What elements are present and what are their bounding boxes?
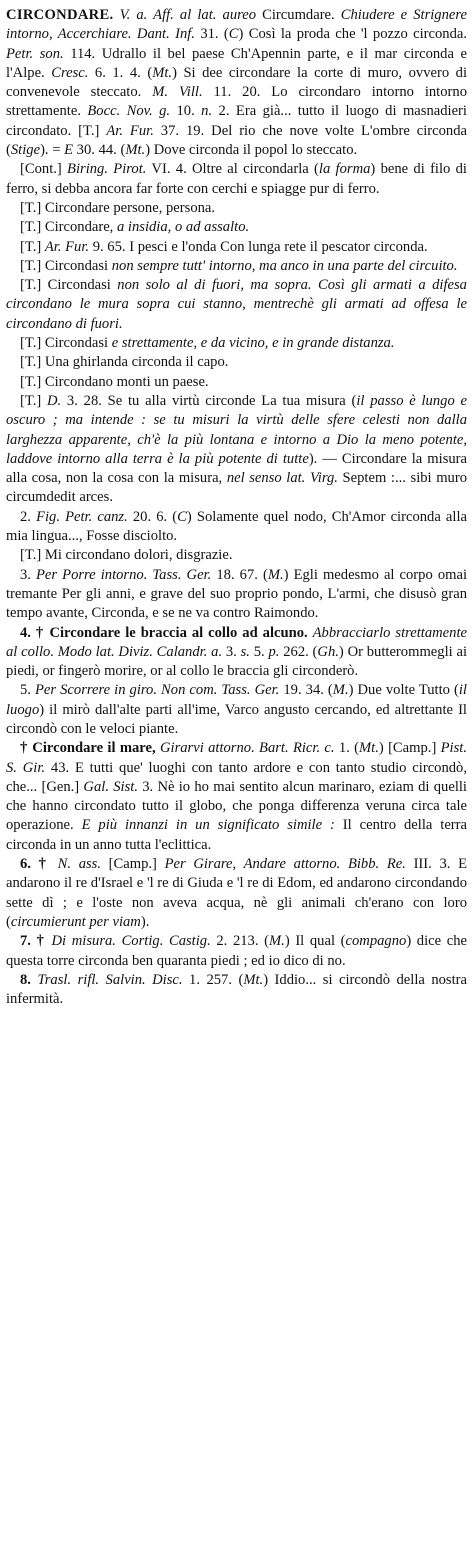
entry-paragraph: 7. † Di misura. Cortig. Castig. 2. 213. (M.) Il qual (compagno) dice che questa torre circonda ben quaranta piedi ; ed io dico di no. [6,933,468,969]
entry-paragraph: [T.] Una ghirlanda circonda il capo. [20,354,229,371]
entry-paragraph: [T.] Circondasi e strettamente, e da vicino, e in grande distanza. [20,335,395,352]
entry-paragraph: [T.] Circondasi non sempre tutt' intorno, ma anco in una parte del circuito. [20,257,458,274]
entry-paragraph: [T.] Circondare persone, persona. [20,199,216,216]
entry-paragraph: [T.] D. 3. 28. Se tu alla virtù circonde La tua misura (il passo è lungo e oscuro ; ma intende : se tu misuri la virtù delle sfere celesti non dalla larghezza apparente, ch'è la più lontana e intorno a Dio la meno potente, laddove intorno alla terra è la più potente di tutte). — Circondare la misura alla cosa, non la cosa con la misura, nel senso lat. Virg. Septem :... sibi muro circumdedit arces. [6,392,468,506]
entry-paragraph: 6. † N. ass. [Camp.] Per Girare, Andare attorno. Bibb. Re. III. 3. E andarono il re d'Israel e 'l re di Giuda e 'l re di Edom, ed andarono circondando sette dì ; e l'oste non aveva acqua, nè gli animali ch'erano con loro (circumierunt per viam). [6,856,467,930]
entry-paragraph: 4. † Circondare le braccia al collo ad alcuno. Abbracciarlo strettamente al collo. Modo lat. Diviz. Calandr. a. 3. s. 5. p. 262. (Gh.) Or butterommegli ai piedi, or fingerò morire, or al collo le braccia gli circonderò. [6,624,467,680]
entry-paragraph: [T.] Mi circondano dolori, disgrazie. [20,547,233,564]
entry-paragraph: [T.] Circondare, a insidia, o ad assalto. [20,219,250,236]
entry-paragraph: [T.] Circondano monti un paese. [20,373,209,390]
entry-paragraph: † Circondare il mare, Girarvi attorno. Bart. Ricr. c. 1. (Mt.) [Camp.] Pist. S. Gir. 43. E tutti que' luoghi con tanto ardore e con tanto studio circondò, che... [Gen.] Gal. Sist. 3. Nè io ho mai sentito alcun marinaro, eziam di quelli che hanno circondato tutto il globo, che ponga differenza veruna circa tale operazione. E più innanzi in un significato simile : Il centro della terra circonda in un anno tutta l'eclittica. [6,740,468,853]
entry-paragraph: 5. Per Scorrere in giro. Non com. Tass. Ger. 19. 34. (M.) Due volte Tutto (il luogo) il mirò dall'alte parti all'ime, Varco angusto cercando, ed altrettante Il circondò con le veloci piante. [6,682,467,737]
entry-paragraph: [T.] Circondasi non solo al di fuori, ma sopra. Così gli armati a difesa circondano le mura sopra cui stanno, mentrechè gli armati ad offesa le circondano di fuori. [6,277,467,332]
entry-paragraph: 8. Trasl. rifl. Salvin. Disc. 1. 257. (Mt.) Iddio... si circondò della nostra infermità. [6,971,467,1008]
entry-paragraph: 2. Fig. Petr. canz. 20. 6. (C) Solamente quel nodo, Ch'Amor circonda alla mia lingua..., Fosse disciolto. [6,508,467,545]
entry-headword-paragraph: CIRCONDARE. V. a. Aff. al lat. aureo Circumdare. Chiudere e Strignere intorno, Accerchiare. Dant. Inf. 31. (C) Così la proda che 'l pozzo circonda. Petr. son. 114. Udrallo il bel paese Ch'Apennin parte, e il mar circonda e l'Alpe. Cresc. 6. 1. 4. (Mt.) Si dee circondare la corte di muro, ovvero di convenevole steccato. M. Vill. 11. 20. Lo circondaro intorno intorno strettamente. Bocc. Nov. g. 10. n. 2. Era già... tutto il luogo di masnadieri circondato. [T.] Ar. Fur. 37. 19. Del rio che nove volte L'ombre circonda (Stige). = E 30. 44. (Mt.) Dove circonda il popol lo steccato. [6,7,468,159]
entry-paragraph: [Cont.] Biring. Pirot. VI. 4. Oltre al circondarla (la forma) bene di filo di ferro, si debba ancora far forte con cerchi e spiagge pur di ferro. [6,161,467,197]
entry-paragraph: [T.] Ar. Fur. 9. 65. I pesci e l'onda Con lunga rete il pescator circonda. [20,238,428,255]
entry-paragraph: 3. Per Porre intorno. Tass. Ger. 18. 67. (M.) Egli medesmo al corpo omai tremante Per gli anni, e grave del suo proprio pondo, L'armi, che disusò gran tempo avante, Circonda, e se ne va contro Raimondo. [6,566,468,622]
